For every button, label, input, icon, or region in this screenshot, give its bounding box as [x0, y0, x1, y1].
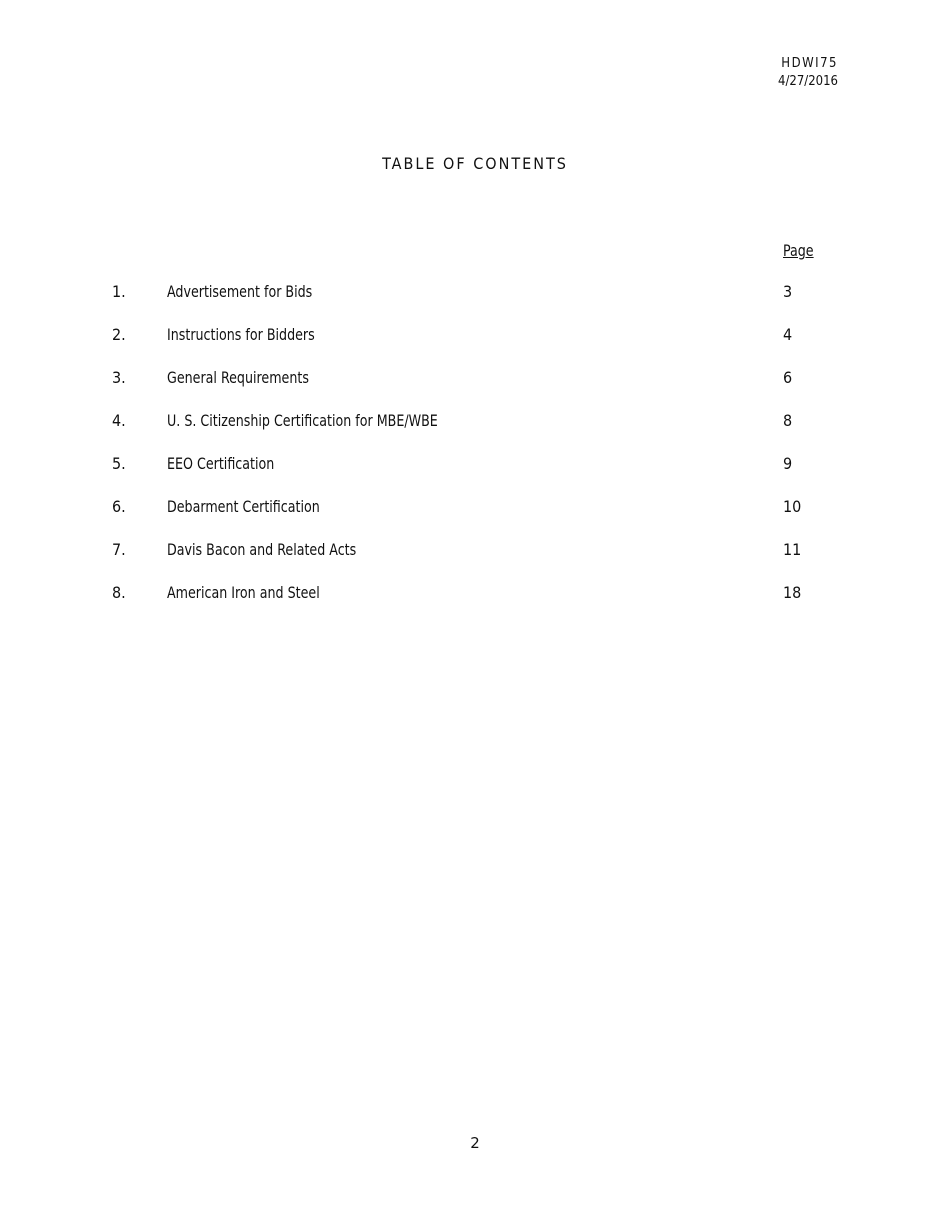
toc-entry-page: 6: [783, 368, 793, 387]
toc-entry-title: American Iron and Steel: [167, 583, 320, 602]
toc-entry-page: 4: [783, 325, 793, 344]
table-of-contents: [0, 282, 950, 626]
toc-entry-number: 5.: [112, 454, 126, 473]
toc-entry-page: 3: [783, 282, 793, 301]
toc-entry-number: 2.: [112, 325, 126, 344]
toc-entry-title: EEO Certification: [167, 454, 275, 473]
toc-entry: [0, 454, 950, 497]
toc-entry-title: Debarment Certification: [167, 497, 320, 516]
toc-entry: [0, 540, 950, 583]
toc-entry: [0, 497, 950, 540]
toc-entry-title: Davis Bacon and Related Acts: [167, 540, 357, 559]
toc-entry-page: 18: [783, 583, 802, 602]
toc-entry-title: U. S. Citizenship Certification for MBE/WBE: [167, 411, 438, 430]
toc-entry-number: 4.: [112, 411, 126, 430]
page-title: TABLE OF CONTENTS: [382, 154, 568, 173]
toc-entry-number: 8.: [112, 583, 126, 602]
toc-entry-title: General Requirements: [167, 368, 309, 387]
toc-entry-page: 11: [783, 540, 802, 559]
toc-entry: [0, 411, 950, 454]
toc-entry: [0, 368, 950, 411]
toc-entry-title: Advertisement for Bids: [167, 282, 313, 301]
footer-page-number: 2: [470, 1134, 480, 1152]
toc-entry-title: Instructions for Bidders: [167, 325, 315, 344]
toc-entry-number: 3.: [112, 368, 126, 387]
toc-entry-number: 6.: [112, 497, 126, 516]
toc-entry-page: 10: [783, 497, 802, 516]
toc-entry: [0, 325, 950, 368]
document-code: HDWI75: [781, 56, 838, 71]
toc-entry: [0, 282, 950, 325]
toc-entry-number: 7.: [112, 540, 126, 559]
document-date: 4/27/2016: [778, 74, 838, 89]
toc-entry-page: 9: [783, 454, 793, 473]
toc-entry-number: 1.: [112, 282, 126, 301]
toc-entry: [0, 583, 950, 626]
page-column-header: Page: [783, 241, 814, 260]
document-header: [778, 55, 838, 91]
toc-entry-page: 8: [783, 411, 793, 430]
